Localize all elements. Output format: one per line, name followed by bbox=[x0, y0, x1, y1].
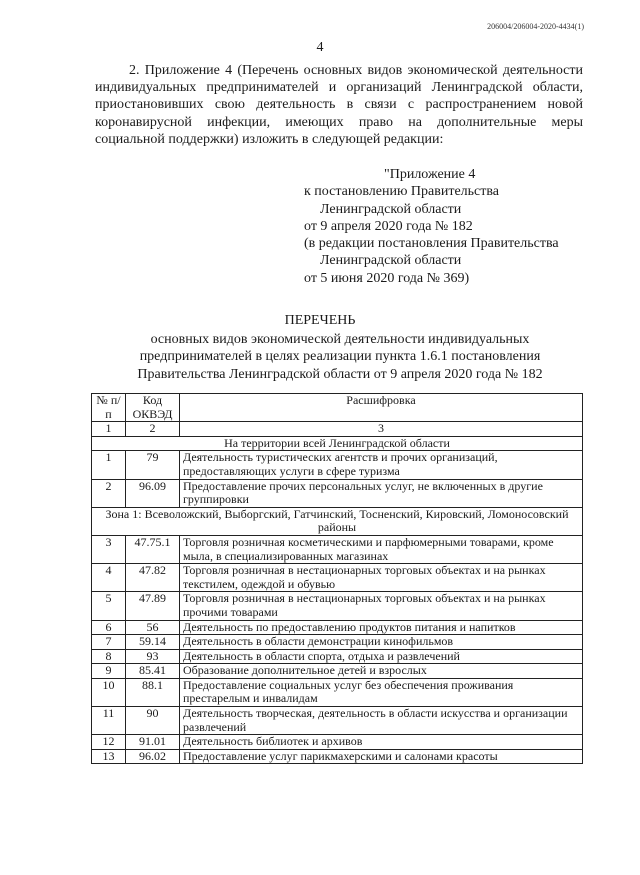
table-row bbox=[92, 664, 583, 679]
table-row bbox=[92, 535, 583, 563]
zone-label: Зона 1: Всеволожский, Выборгский, Гатчинский, Тосненский, Кировский, Ломоносовский районы bbox=[92, 507, 583, 535]
header-code: Код ОКВЭД bbox=[126, 394, 180, 422]
row-code: 47.89 bbox=[126, 592, 180, 620]
row-code: 59.14 bbox=[126, 635, 180, 650]
row-number: 2 bbox=[92, 479, 126, 507]
row-description: Торговля розничная в нестационарных торговых объектах и на рынках текстилем, одеждой и обувью bbox=[180, 564, 583, 592]
addendum-line: от 9 апреля 2020 года № 182 bbox=[304, 218, 473, 234]
row-code: 56 bbox=[126, 620, 180, 635]
index-cell: 3 bbox=[180, 422, 583, 437]
list-subtitle bbox=[100, 331, 580, 383]
addendum-line: "Приложение 4 bbox=[384, 167, 476, 182]
row-number: 9 bbox=[92, 664, 126, 679]
list-title: ПЕРЕЧЕНЬ bbox=[284, 313, 356, 328]
row-description: Деятельность по предоставлению продуктов питания и напитков bbox=[180, 620, 583, 635]
addendum-line: Ленинградской области bbox=[320, 253, 462, 269]
zone-label: На территории всей Ленинградской области bbox=[92, 436, 583, 451]
table-row bbox=[92, 649, 583, 664]
table-row bbox=[92, 479, 583, 507]
row-code: 96.09 bbox=[126, 479, 180, 507]
row-code: 47.82 bbox=[126, 564, 180, 592]
row-code: 79 bbox=[126, 451, 180, 479]
row-description: Деятельность в области демонстрации кинофильмов bbox=[180, 635, 583, 650]
index-row bbox=[92, 422, 583, 437]
table-row bbox=[92, 678, 583, 706]
table-row bbox=[92, 735, 583, 750]
table-row bbox=[92, 707, 583, 735]
row-number: 13 bbox=[92, 749, 126, 764]
addendum-line: от 5 июня 2020 года № 369) bbox=[304, 270, 470, 286]
page-number: 4 bbox=[316, 40, 324, 55]
list-subtitle-line: Правительства Ленинградской области от 9 апреля 2020 года № 182 bbox=[137, 366, 543, 382]
row-number: 4 bbox=[92, 564, 126, 592]
row-description: Деятельность туристических агентств и прочих организаций, предоставляющих услуги в сфере туризма bbox=[180, 451, 583, 479]
intro-paragraph bbox=[95, 62, 583, 148]
row-description: Торговля розничная в нестационарных торговых объектах и на рынках прочими товарами bbox=[180, 592, 583, 620]
row-code: 47.75.1 bbox=[126, 535, 180, 563]
addendum-block bbox=[290, 166, 590, 287]
intro-text: 2. Приложение 4 (Перечень основных видов экономической деятельности индивидуальных предпринимателей и организаций Ленинградской области, приостановивших свою деятельность в связи с распространением новой коронавирусной инфекции, имеющих право на дополнительные меры социальной поддержки) изложить в следующей редакции: bbox=[95, 63, 583, 147]
row-number: 6 bbox=[92, 620, 126, 635]
index-cell: 2 bbox=[126, 422, 180, 437]
row-description: Предоставление социальных услуг без обеспечения проживания престарелым и инвалидам bbox=[180, 678, 583, 706]
row-description: Предоставление прочих персональных услуг, не включенных в другие группировки bbox=[180, 479, 583, 507]
table-row bbox=[92, 635, 583, 650]
addendum-line: (в редакции постановления Правительства bbox=[304, 236, 559, 252]
table-row bbox=[92, 564, 583, 592]
addendum-line: к постановлению Правительства bbox=[304, 184, 500, 200]
row-code: 96.02 bbox=[126, 749, 180, 764]
list-subtitle-line: основных видов экономической деятельности индивидуальных bbox=[150, 332, 530, 347]
row-number: 10 bbox=[92, 678, 126, 706]
document-id: 206004/206004-2020-4434(1) bbox=[487, 22, 584, 31]
zone-row-1 bbox=[92, 507, 583, 535]
row-number: 3 bbox=[92, 535, 126, 563]
row-code: 88.1 bbox=[126, 678, 180, 706]
table-body bbox=[92, 422, 583, 764]
table-header-row bbox=[92, 394, 583, 422]
row-code: 91.01 bbox=[126, 735, 180, 750]
zone-row-all bbox=[92, 436, 583, 451]
row-code: 93 bbox=[126, 649, 180, 664]
row-description: Образование дополнительное детей и взрослых bbox=[180, 664, 583, 679]
header-number: № п/п bbox=[92, 394, 126, 422]
row-description: Деятельность в области спорта, отдыха и развлечений bbox=[180, 649, 583, 664]
row-number: 7 bbox=[92, 635, 126, 650]
row-description: Торговля розничная косметическими и парфюмерными товарами, кроме мыла, в специализированных магазинах bbox=[180, 535, 583, 563]
table-row bbox=[92, 749, 583, 764]
row-code: 85.41 bbox=[126, 664, 180, 679]
row-code: 90 bbox=[126, 707, 180, 735]
index-cell: 1 bbox=[92, 422, 126, 437]
row-number: 12 bbox=[92, 735, 126, 750]
row-number: 8 bbox=[92, 649, 126, 664]
addendum-line: Ленинградской области bbox=[320, 201, 462, 217]
table-row bbox=[92, 451, 583, 479]
row-description: Деятельность библиотек и архивов bbox=[180, 735, 583, 750]
row-number: 5 bbox=[92, 592, 126, 620]
table-row bbox=[92, 592, 583, 620]
header-description: Расшифровка bbox=[180, 394, 583, 422]
row-description: Предоставление услуг парикмахерскими и салонами красоты bbox=[180, 749, 583, 764]
okved-table bbox=[91, 393, 583, 764]
row-number: 1 bbox=[92, 451, 126, 479]
row-number: 11 bbox=[92, 707, 126, 735]
table-row bbox=[92, 620, 583, 635]
list-subtitle-line: предпринимателей в целях реализации пункта 1.6.1 постановления bbox=[139, 349, 541, 365]
row-description: Деятельность творческая, деятельность в области искусства и организации развлечений bbox=[180, 707, 583, 735]
